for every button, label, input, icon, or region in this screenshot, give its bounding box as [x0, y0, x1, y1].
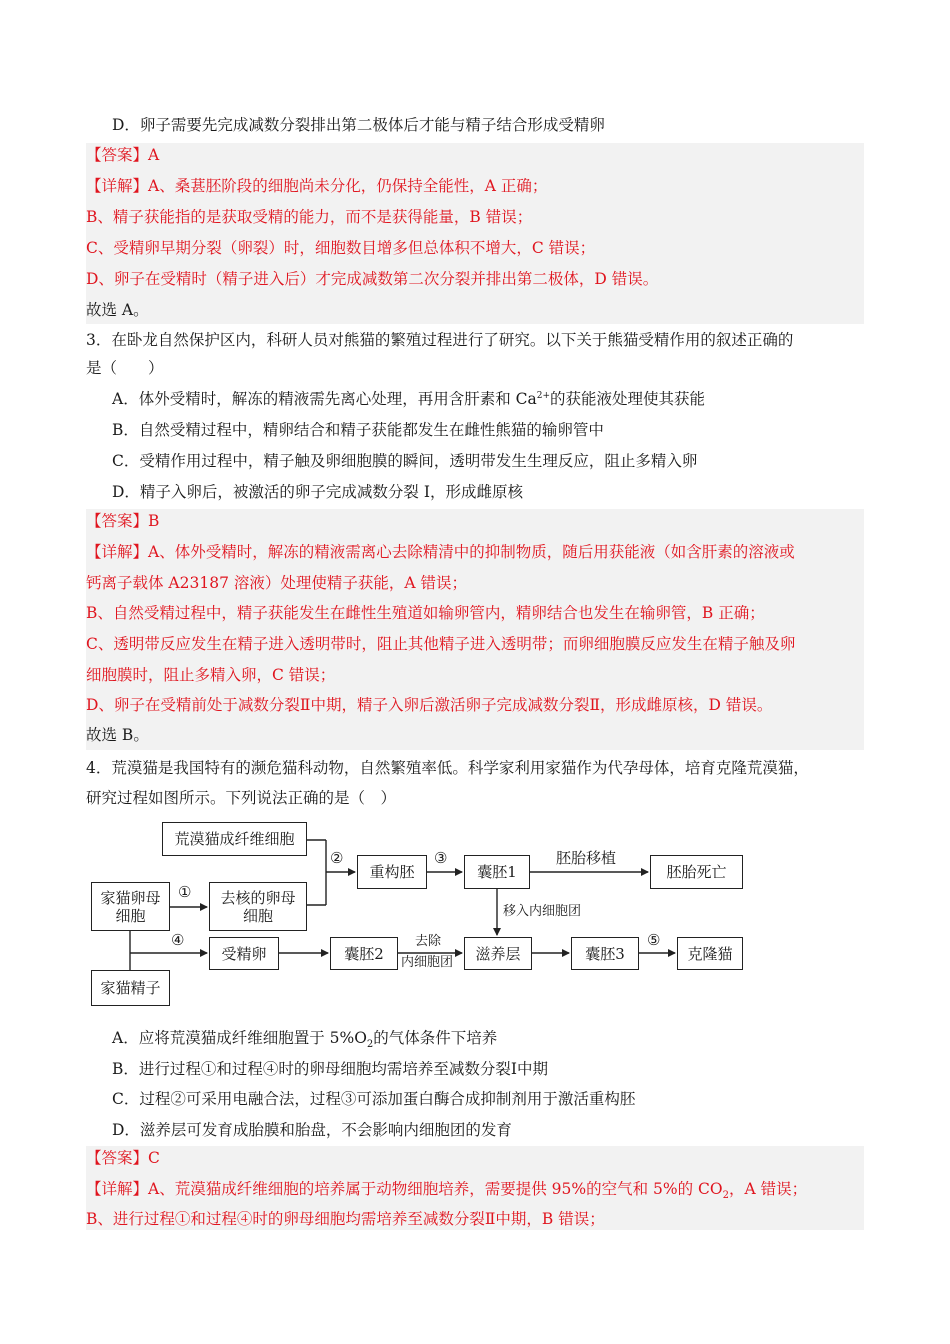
- subscript: 2: [366, 1039, 374, 1051]
- box-cloned-cat: 克隆猫: [677, 937, 743, 970]
- label-step-3: ③: [434, 849, 448, 867]
- q3-option-d: D．精子入卵后，被激活的卵子完成减数分裂 I，形成雌原核: [112, 483, 523, 501]
- option-a-text: A．体外受精时，解冻的精液需先离心处理，再用含肝素和 Ca: [112, 390, 537, 408]
- box-blastocyst-1: 囊胚1: [464, 855, 530, 889]
- label-step-1: ①: [178, 883, 192, 901]
- label-remove-1: 去除: [415, 934, 442, 949]
- option-a-text: A．应将荒漠猫成纤维细胞置于 5%O: [112, 1029, 367, 1047]
- explain-tag: 【详解】: [86, 543, 149, 561]
- q3-explain-line-1: [86, 540, 795, 564]
- q4-option-d: D．滋养层可发育成胎膜和胎盘，不会影响内细胞团的发育: [112, 1121, 512, 1139]
- q2-explain-line-1: [86, 174, 547, 198]
- q4-answer-line: [86, 1146, 160, 1170]
- label-step-2: ②: [330, 849, 344, 867]
- explain-text: A、荒漠猫成纤维细胞的培养属于动物细胞培养，需要提供 95%的空气和 5%的 CO: [148, 1180, 723, 1198]
- box-blastocyst-3: 囊胚3: [571, 937, 639, 970]
- q2-explain-line-2: B、精子获能指的是获取受精的能力，而不是获得能量，B 错误；: [86, 208, 533, 226]
- q3-explain-line-5: 细胞膜时，阻止多精入卵，C 错误；: [86, 666, 336, 684]
- explain-text-end: ，A 错误；: [728, 1180, 808, 1198]
- answer-value: C: [148, 1149, 160, 1167]
- q3-option-a: [112, 387, 890, 411]
- answer-value: B: [148, 512, 160, 530]
- box-sperm: 家猫精子: [91, 970, 170, 1006]
- box-text: 家猫卵母: [100, 888, 161, 907]
- label-step-5: ⑤: [647, 931, 661, 949]
- box-embryo-death: 胚胎死亡: [650, 855, 743, 889]
- q3-explain-line-3: B、自然受精过程中，精子获能发生在雌性生殖道如输卵管内，精卵结合也发生在输卵管，B 正确；: [86, 604, 765, 622]
- q3-stem-line-1: 3．在卧龙自然保护区内，科研人员对熊猫的繁殖过程进行了研究。以下关于熊猫受精作用的叙述正确的: [86, 331, 794, 349]
- q3-explain-line-4: C、透明带反应发生在精子进入透明带时，阻止其他精子进入透明带；而卵细胞膜反应发生在精子触及卵: [86, 635, 796, 653]
- superscript: 2+: [536, 390, 551, 401]
- box-text: 细胞: [115, 906, 146, 925]
- q3-explain-line-2: 钙离子载体 A23187 溶液）处理使精子获能，A 错误；: [86, 574, 467, 592]
- q4-answer-block: [86, 1146, 864, 1230]
- explain-text: A、体外受精时，解冻的精液需离心去除精清中的抑制物质，随后用获能液（如含肝素的溶液或: [148, 543, 795, 561]
- q4-stem-line-2: 研究过程如图所示。下列说法正确的是（ ）: [86, 789, 397, 807]
- q3-answer-line: [86, 509, 159, 533]
- box-text: 去核的卵母: [220, 888, 296, 907]
- explain-tag: 【详解】: [86, 1180, 149, 1198]
- box-fibroblast: 荒漠猫成纤维细胞: [162, 822, 307, 856]
- q2-explain-line-4: D、卵子在受精时（精子进入后）才完成减数第二次分裂并排出第二极体，D 错误。: [86, 270, 659, 288]
- label-remove-2: 内细胞团: [401, 955, 454, 970]
- q4-option-a: [112, 1026, 890, 1050]
- subscript: 2: [722, 1190, 729, 1202]
- box-blastocyst-2: 囊胚2: [330, 937, 398, 970]
- q3-option-c: C．受精作用过程中，精子触及卵细胞膜的瞬间，透明带发生生理反应，阻止多精入卵: [112, 452, 698, 470]
- explain-tag: 【详解】: [86, 177, 149, 195]
- q2-answer-line: [86, 143, 159, 167]
- q2-explain-line-3: C、受精卵早期分裂（卵裂）时，细胞数目增多但总体积不增大，C 错误；: [86, 239, 596, 257]
- q3-conclusion: 故选 B。: [86, 726, 149, 744]
- q3-stem-line-2: 是（ ）: [86, 359, 164, 377]
- label-embryo-transfer: 胚胎移植: [556, 849, 617, 867]
- box-text: 细胞: [242, 906, 273, 925]
- q4-stem-line-1: 4．荒漠猫是我国特有的濒危猫科动物，自然繁殖率低。科学家利用家猫作为代孕母体，培育克隆荒漠猫，: [86, 759, 809, 777]
- answer-tag: 【答案】: [86, 512, 149, 530]
- q3-explain-line-6: D、卵子在受精前处于减数分裂Ⅱ中期，精子入卵后激活卵子完成减数分裂Ⅱ，形成雌原核，D 错误。: [86, 696, 773, 714]
- answer-tag: 【答案】: [86, 146, 149, 164]
- q2-answer-block: [86, 143, 864, 324]
- box-enucleated-oocyte: [209, 882, 307, 931]
- q4-explain-line-1: [86, 1177, 807, 1201]
- label-step-4: ④: [171, 931, 185, 949]
- box-oocyte: [91, 882, 170, 931]
- q4-explain-line-2: B、进行过程①和过程④时的卵母细胞均需培养至减数分裂Ⅱ中期，B 错误；: [86, 1210, 605, 1228]
- q3-answer-block: [86, 509, 864, 750]
- q2-conclusion: 故选 A。: [86, 301, 149, 319]
- q3-option-b: B．自然受精过程中，精卵结合和精子获能都发生在雌性熊猫的输卵管中: [112, 421, 604, 439]
- q4-option-c: C．过程②可采用电融合法，过程③可添加蛋白酶合成抑制剂用于激活重构胚: [112, 1090, 636, 1108]
- explain-text: A、桑葚胚阶段的细胞尚未分化，仍保持全能性，A 正确；: [148, 177, 548, 195]
- q2-option-d: D．卵子需要先完成减数分裂排出第二极体后才能与精子结合形成受精卵: [112, 116, 605, 134]
- label-move-icm: 移入内细胞团: [503, 904, 582, 919]
- q4-option-b: B．进行过程①和过程④时的卵母细胞均需培养至减数分裂Ⅰ中期: [112, 1060, 549, 1078]
- option-a-text-end: 的气体条件下培养: [373, 1029, 498, 1047]
- option-a-text-end: 的获能液处理使其获能: [550, 390, 706, 408]
- box-zygote: 受精卵: [209, 937, 279, 970]
- box-reconstructed-embryo: 重构胚: [357, 855, 427, 889]
- box-trophoblast: 滋养层: [464, 937, 532, 970]
- answer-tag: 【答案】: [86, 1149, 149, 1167]
- answer-value: A: [148, 146, 160, 164]
